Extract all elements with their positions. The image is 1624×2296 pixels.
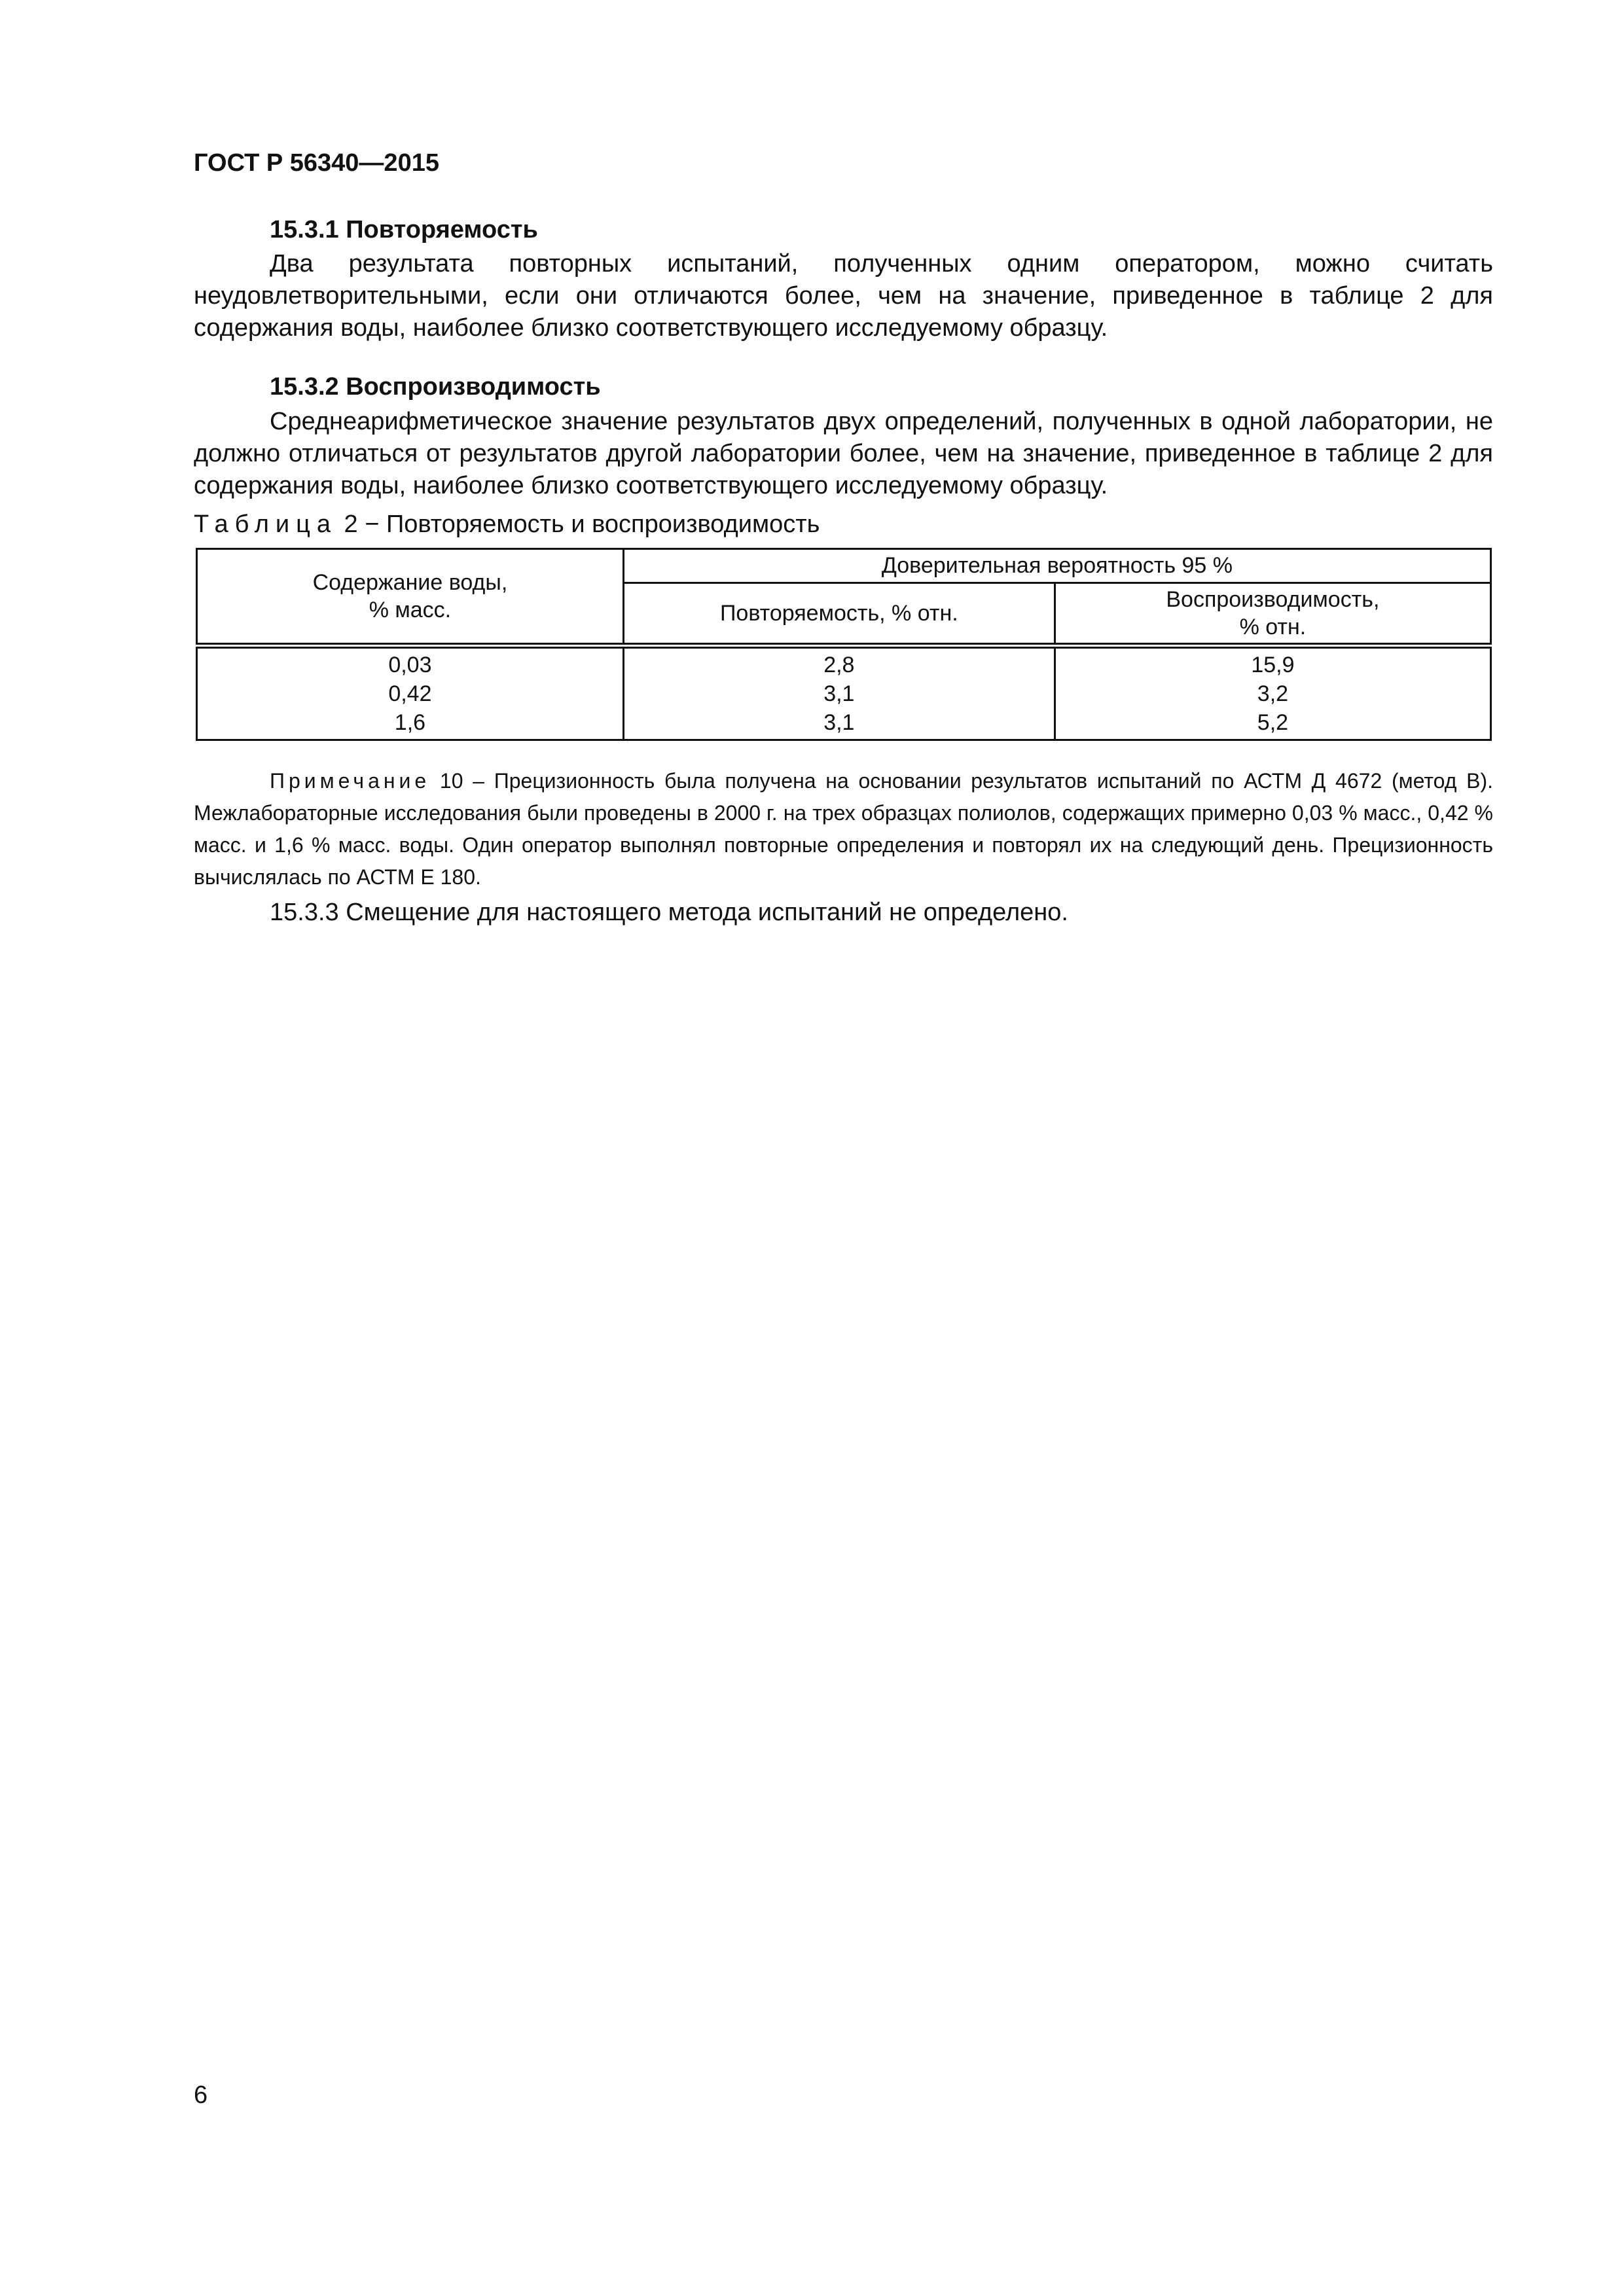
table-caption: Таблица 2 − Повторяемость и воспроизводимость bbox=[194, 511, 820, 538]
precision-table bbox=[196, 548, 1492, 741]
section-15-3-1-text: Два результата повторных испытаний, полученных одним оператором, можно считать неудовлетворительными, если они отличаются более, чем на значение, приведенное в таблице 2 для содержания воды, наиболее близко соответствующего исследуемому образцу. bbox=[194, 250, 1493, 342]
section-15-3-2-text: Среднеарифметическое значение результатов двух определений, полученных в одной лаборатории, не должно отличаться от результатов другой лаборатории более, чем на значение, приведенное в таблице 2 для содержания воды, наиболее близко соответствующего исследуемому образцу. bbox=[194, 408, 1493, 499]
water-content-header: Содержание воды, % масс. bbox=[197, 549, 624, 646]
repeatability-header: Повторяемость, % отн. bbox=[623, 583, 1055, 646]
reproducibility-values: 15,9 3,2 5,2 bbox=[1055, 646, 1490, 740]
reproducibility-header: Воспроизводимость, % отн. bbox=[1055, 583, 1490, 646]
document-header: ГОСТ Р 56340—2015 bbox=[194, 149, 439, 177]
water-content-values: 0,03 0,42 1,6 bbox=[197, 646, 624, 740]
repeatability-values: 2,8 3,1 3,1 bbox=[623, 646, 1055, 740]
section-15-3-3-text: 15.3.3 Смещение для настоящего метода испытаний не определено. bbox=[270, 899, 1068, 926]
page-number: 6 bbox=[194, 2081, 208, 2109]
confidence-header: Доверительная вероятность 95 % bbox=[623, 549, 1490, 583]
section-15-3-2-title: 15.3.2 Воспроизводимость bbox=[270, 373, 601, 401]
section-15-3-1-title: 15.3.1 Повторяемость bbox=[270, 216, 538, 243]
table-note: Примечание 10 – Прецизионность была получена на основании результатов испытаний по АСТМ Д 4672 (метод В). Межлабораторные исследования были проведены в 2000 г. на трех образцах полиолов, содержащих примерно 0,03 % масс., 0,42 % масс. и 1,6 % масс. воды. Один оператор выполнял повторные определения и повторял их на следующий день. Прецизионность вычислялась по АСТМ Е 180. bbox=[194, 769, 1493, 889]
